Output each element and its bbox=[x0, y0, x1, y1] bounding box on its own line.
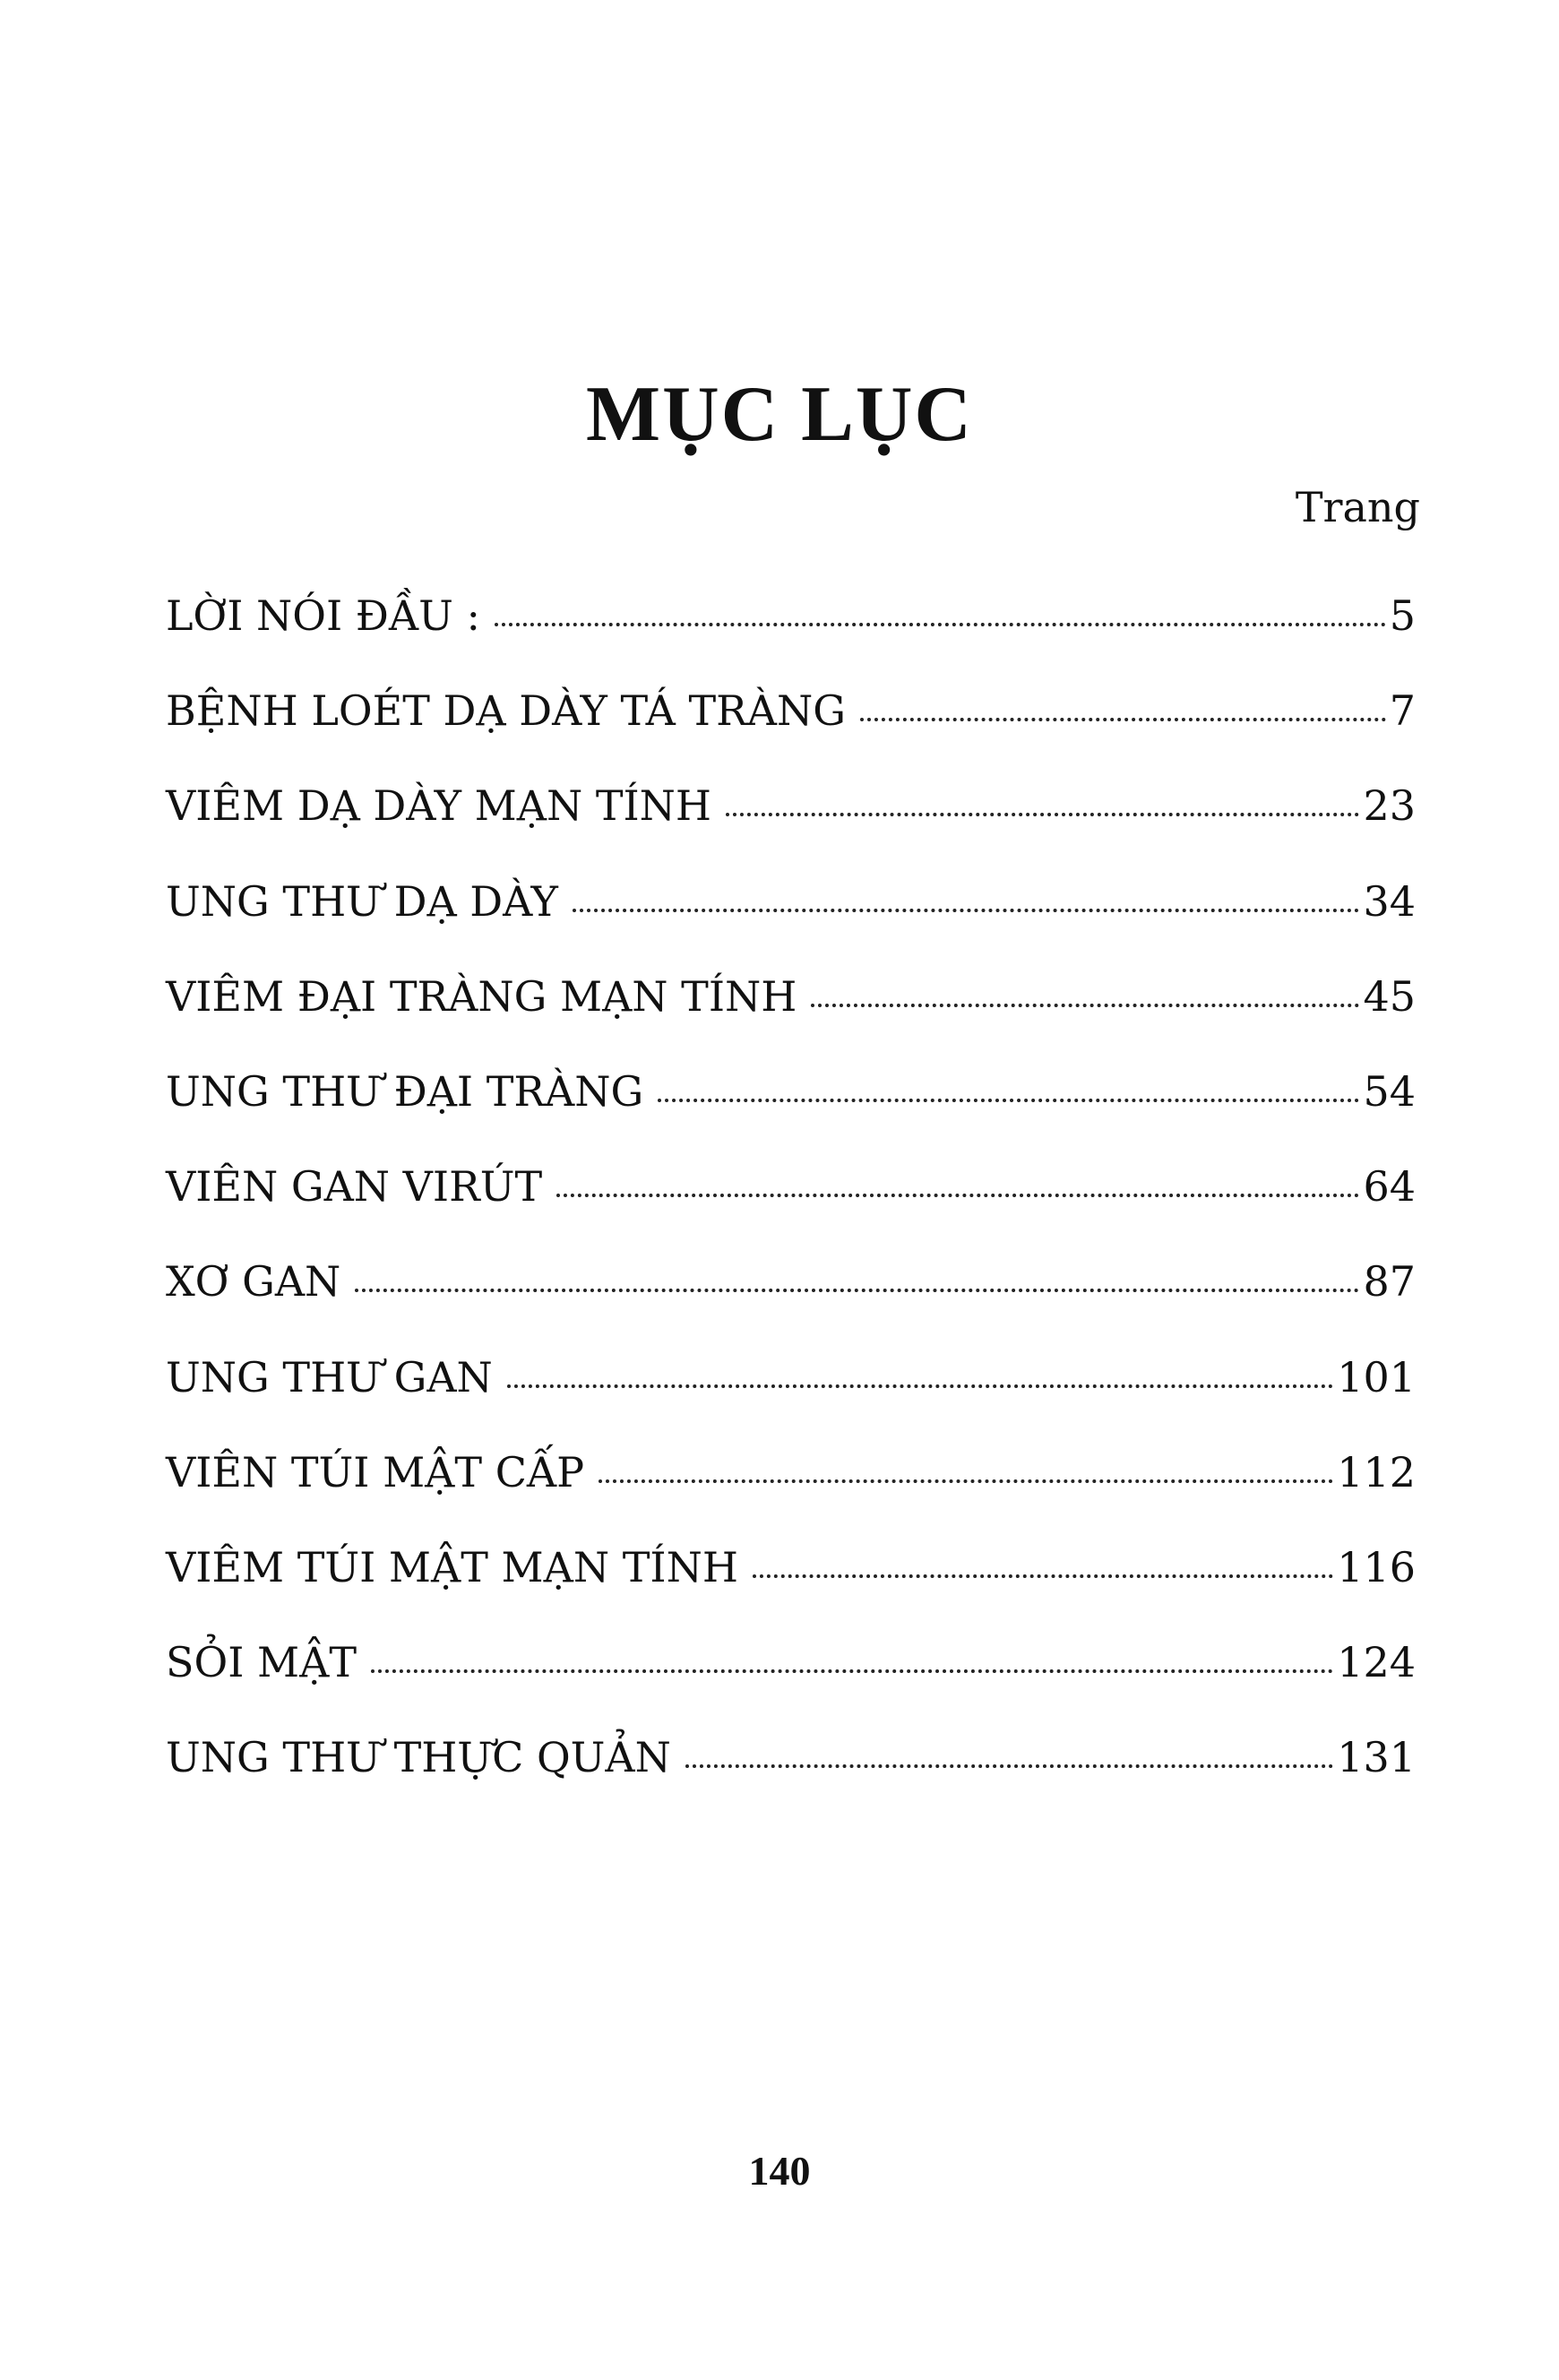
toc-entry-title: VIÊM DẠ DÀY MẠN TÍNH bbox=[166, 781, 712, 831]
toc-entry-page: 54 bbox=[1363, 1066, 1416, 1116]
toc-entry-page: 101 bbox=[1337, 1352, 1416, 1401]
toc-entry-page: 5 bbox=[1389, 591, 1416, 640]
toc-entry-title: UNG THƯ GAN bbox=[166, 1352, 493, 1401]
dot-leader bbox=[658, 1099, 1359, 1102]
dot-leader bbox=[573, 909, 1360, 912]
toc-entry-soi-mat[interactable] bbox=[166, 1631, 1416, 1726]
toc-entry-page: 112 bbox=[1337, 1447, 1416, 1496]
dot-leader bbox=[371, 1669, 1333, 1673]
page-column-label: Trang bbox=[1295, 483, 1420, 531]
toc-entry-title: SỎI MẬT bbox=[166, 1638, 357, 1687]
dot-leader bbox=[860, 718, 1386, 721]
toc-entry-title: UNG THƯ THỰC QUẢN bbox=[166, 1733, 671, 1782]
toc-entry-title: LỜI NÓI ĐẦU : bbox=[166, 591, 481, 640]
toc-entry-ung-thu-thuc-quan[interactable] bbox=[166, 1726, 1416, 1821]
toc-entry-loi-noi-dau[interactable] bbox=[166, 584, 1416, 679]
toc-entry-title: VIÊM ĐẠI TRÀNG MẠN TÍNH bbox=[166, 971, 797, 1021]
toc-entry-ung-thu-da-day[interactable] bbox=[166, 870, 1416, 965]
toc-entry-title: VIÊN GAN VIRÚT bbox=[166, 1162, 543, 1212]
dot-leader bbox=[495, 623, 1386, 626]
toc-entry-vien-gan-virut[interactable] bbox=[166, 1155, 1416, 1250]
toc-entry-page: 23 bbox=[1363, 781, 1416, 831]
dot-leader bbox=[355, 1289, 1359, 1292]
toc-entry-page: 7 bbox=[1389, 686, 1416, 736]
toc-entry-title: XƠ GAN bbox=[166, 1257, 341, 1306]
toc-entry-ung-thu-dai-trang[interactable] bbox=[166, 1060, 1416, 1155]
toc-entry-title: BỆNH LOÉT DẠ DÀY TÁ TRÀNG bbox=[166, 686, 846, 736]
dot-leader bbox=[599, 1479, 1333, 1483]
toc-entry-page: 45 bbox=[1363, 971, 1416, 1021]
dot-leader bbox=[685, 1764, 1333, 1768]
dot-leader bbox=[507, 1384, 1333, 1388]
toc-entry-title: VIÊM TÚI MẬT MẠN TÍNH bbox=[166, 1542, 738, 1591]
toc-entry-page: 124 bbox=[1337, 1638, 1416, 1687]
table-of-contents bbox=[166, 584, 1416, 1821]
dot-leader bbox=[556, 1194, 1359, 1197]
toc-entry-page: 131 bbox=[1337, 1733, 1416, 1782]
toc-entry-title: UNG THƯ DẠ DÀY bbox=[166, 876, 558, 926]
toc-entry-ung-thu-gan[interactable] bbox=[166, 1346, 1416, 1441]
page-number: 140 bbox=[748, 2148, 811, 2194]
toc-entry-viem-da-day[interactable] bbox=[166, 774, 1416, 869]
toc-entry-page: 64 bbox=[1363, 1162, 1416, 1212]
toc-entry-page: 116 bbox=[1337, 1542, 1416, 1591]
toc-entry-title: UNG THƯ ĐẠI TRÀNG bbox=[166, 1066, 644, 1116]
page-title: MỤC LỤC bbox=[586, 371, 973, 458]
dot-leader bbox=[726, 813, 1359, 816]
toc-entry-page: 34 bbox=[1363, 876, 1416, 926]
toc-entry-vien-tui-mat-cap[interactable] bbox=[166, 1441, 1416, 1536]
dot-leader bbox=[811, 1004, 1359, 1007]
toc-entry-title: VIÊN TÚI MẬT CẤP bbox=[166, 1447, 585, 1496]
toc-entry-page: 87 bbox=[1363, 1257, 1416, 1306]
dot-leader bbox=[753, 1574, 1333, 1578]
toc-entry-xo-gan[interactable] bbox=[166, 1250, 1416, 1345]
toc-entry-viem-tui-mat-man-tinh[interactable] bbox=[166, 1536, 1416, 1631]
toc-entry-benh-loet-da-day[interactable] bbox=[166, 679, 1416, 774]
toc-entry-viem-dai-trang[interactable] bbox=[166, 965, 1416, 1060]
